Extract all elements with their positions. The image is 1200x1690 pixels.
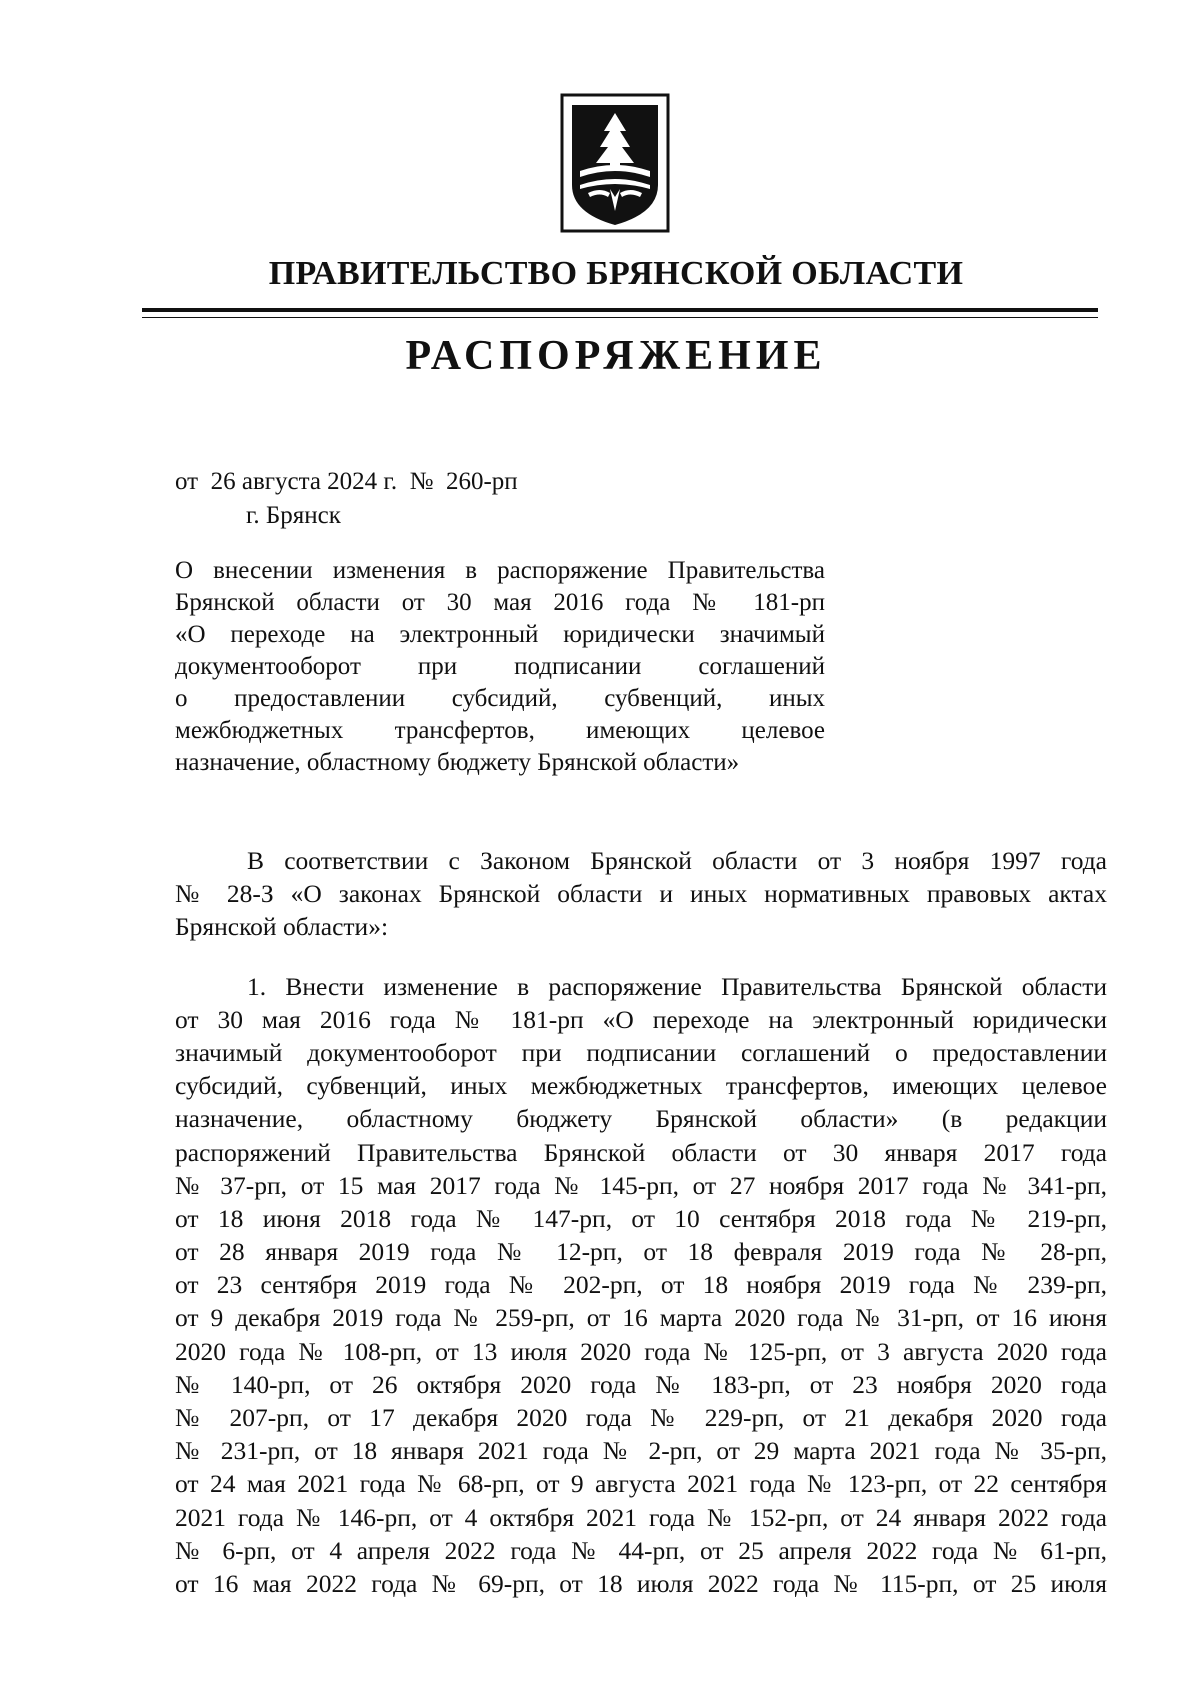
subject-line: межбюджетных трансфертов, имеющих целевое [175, 717, 825, 744]
subject-line: О внесении изменения в распоряжение Правительства [175, 557, 825, 584]
document-city: г. Брянск [246, 502, 341, 529]
preamble-paragraph [175, 844, 1107, 944]
document-subject [175, 555, 825, 779]
body-line: № 140-рп, от 26 октября 2020 года № 183-рп, от 23 ноября 2020 года [175, 1369, 1107, 1399]
body-line: 2021 года № 146-рп, от 4 октября 2021 года № 152-рп, от 24 января 2022 года [175, 1502, 1107, 1532]
body-line: субсидий, субвенций, иных межбюджетных трансфертов, имеющих целевое [175, 1071, 1107, 1101]
body-line: от 30 мая 2016 года № 181-рп «О переходе на электронный юридически [175, 1004, 1107, 1034]
body-line: № 28-З «О законах Брянской области и иных нормативных правовых актах [175, 879, 1107, 909]
body-line: распоряжений Правительства Брянской области от 30 января 2017 года [175, 1137, 1107, 1167]
subject-line: назначение, областному бюджету Брянской области» [175, 749, 740, 776]
body-line: № 6-рп, от 4 апреля 2022 года № 44-рп, от 25 апреля 2022 года № 61-рп, [175, 1535, 1107, 1565]
document-date-number: от 26 августа 2024 г. № 260-рп [175, 468, 518, 495]
body-line: от 24 мая 2021 года № 68-рп, от 9 августа 2021 года № 123-рп, от 22 сентября [175, 1469, 1107, 1499]
body-line: 2020 года № 108-рп, от 13 июля 2020 года № 125-рп, от 3 августа 2020 года [175, 1336, 1107, 1366]
body-line: от 16 мая 2022 года № 69-рп, от 18 июля 2022 года № 115-рп, от 25 июля [175, 1568, 1107, 1598]
body-line: 1. Внести изменение в распоряжение Правительства Брянской области [247, 971, 1107, 1001]
body-line: назначение, областному бюджету Брянской области» (в редакции [175, 1104, 1107, 1134]
document-type-heading: РАСПОРЯЖЕНИЕ [405, 333, 827, 379]
body-line: значимый документооборот при подписании соглашений о предоставлении [175, 1037, 1107, 1067]
body-line: от 23 сентября 2019 года № 202-рп, от 18 ноября 2019 года № 239-рп, [175, 1270, 1107, 1300]
header-rule-thin [142, 317, 1098, 318]
organization-title: ПРАВИТЕЛЬСТВО БРЯНСКОЙ ОБЛАСТИ [268, 255, 964, 292]
body-line: от 18 июня 2018 года № 147-рп, от 10 сентября 2018 года № 219-рп, [175, 1203, 1107, 1233]
header-rule-thick [142, 308, 1098, 312]
body-line: Брянской области»: [175, 912, 389, 942]
body-line: В соответствии с Законом Брянской области от 3 ноября 1997 года [247, 846, 1107, 875]
document-body [175, 844, 1107, 1626]
subject-line: Брянской области от 30 мая 2016 года № 181-рп [175, 589, 825, 616]
body-line: № 37-рп, от 15 мая 2017 года № 145-рп, от 27 ноября 2017 года № 341-рп, [175, 1170, 1107, 1200]
subject-line: документооборот при подписании соглашений [175, 653, 825, 680]
body-line: от 28 января 2019 года № 12-рп, от 18 февраля 2019 года № 28-рп, [175, 1237, 1107, 1267]
subject-line: о предоставлении субсидий, субвенций, иных [175, 685, 825, 712]
coat-of-arms-icon [560, 93, 670, 233]
body-line: № 231-рп, от 18 января 2021 года № 2-рп, от 29 марта 2021 года № 35-рп, [175, 1436, 1107, 1466]
body-line: от 9 декабря 2019 года № 259-рп, от 16 марта 2020 года № 31-рп, от 16 июня [175, 1303, 1107, 1333]
item-1-paragraph [175, 970, 1107, 1601]
body-line: № 207-рп, от 17 декабря 2020 года № 229-рп, от 21 декабря 2020 года [175, 1403, 1107, 1432]
subject-line: «О переходе на электронный юридически значимый [175, 621, 825, 648]
